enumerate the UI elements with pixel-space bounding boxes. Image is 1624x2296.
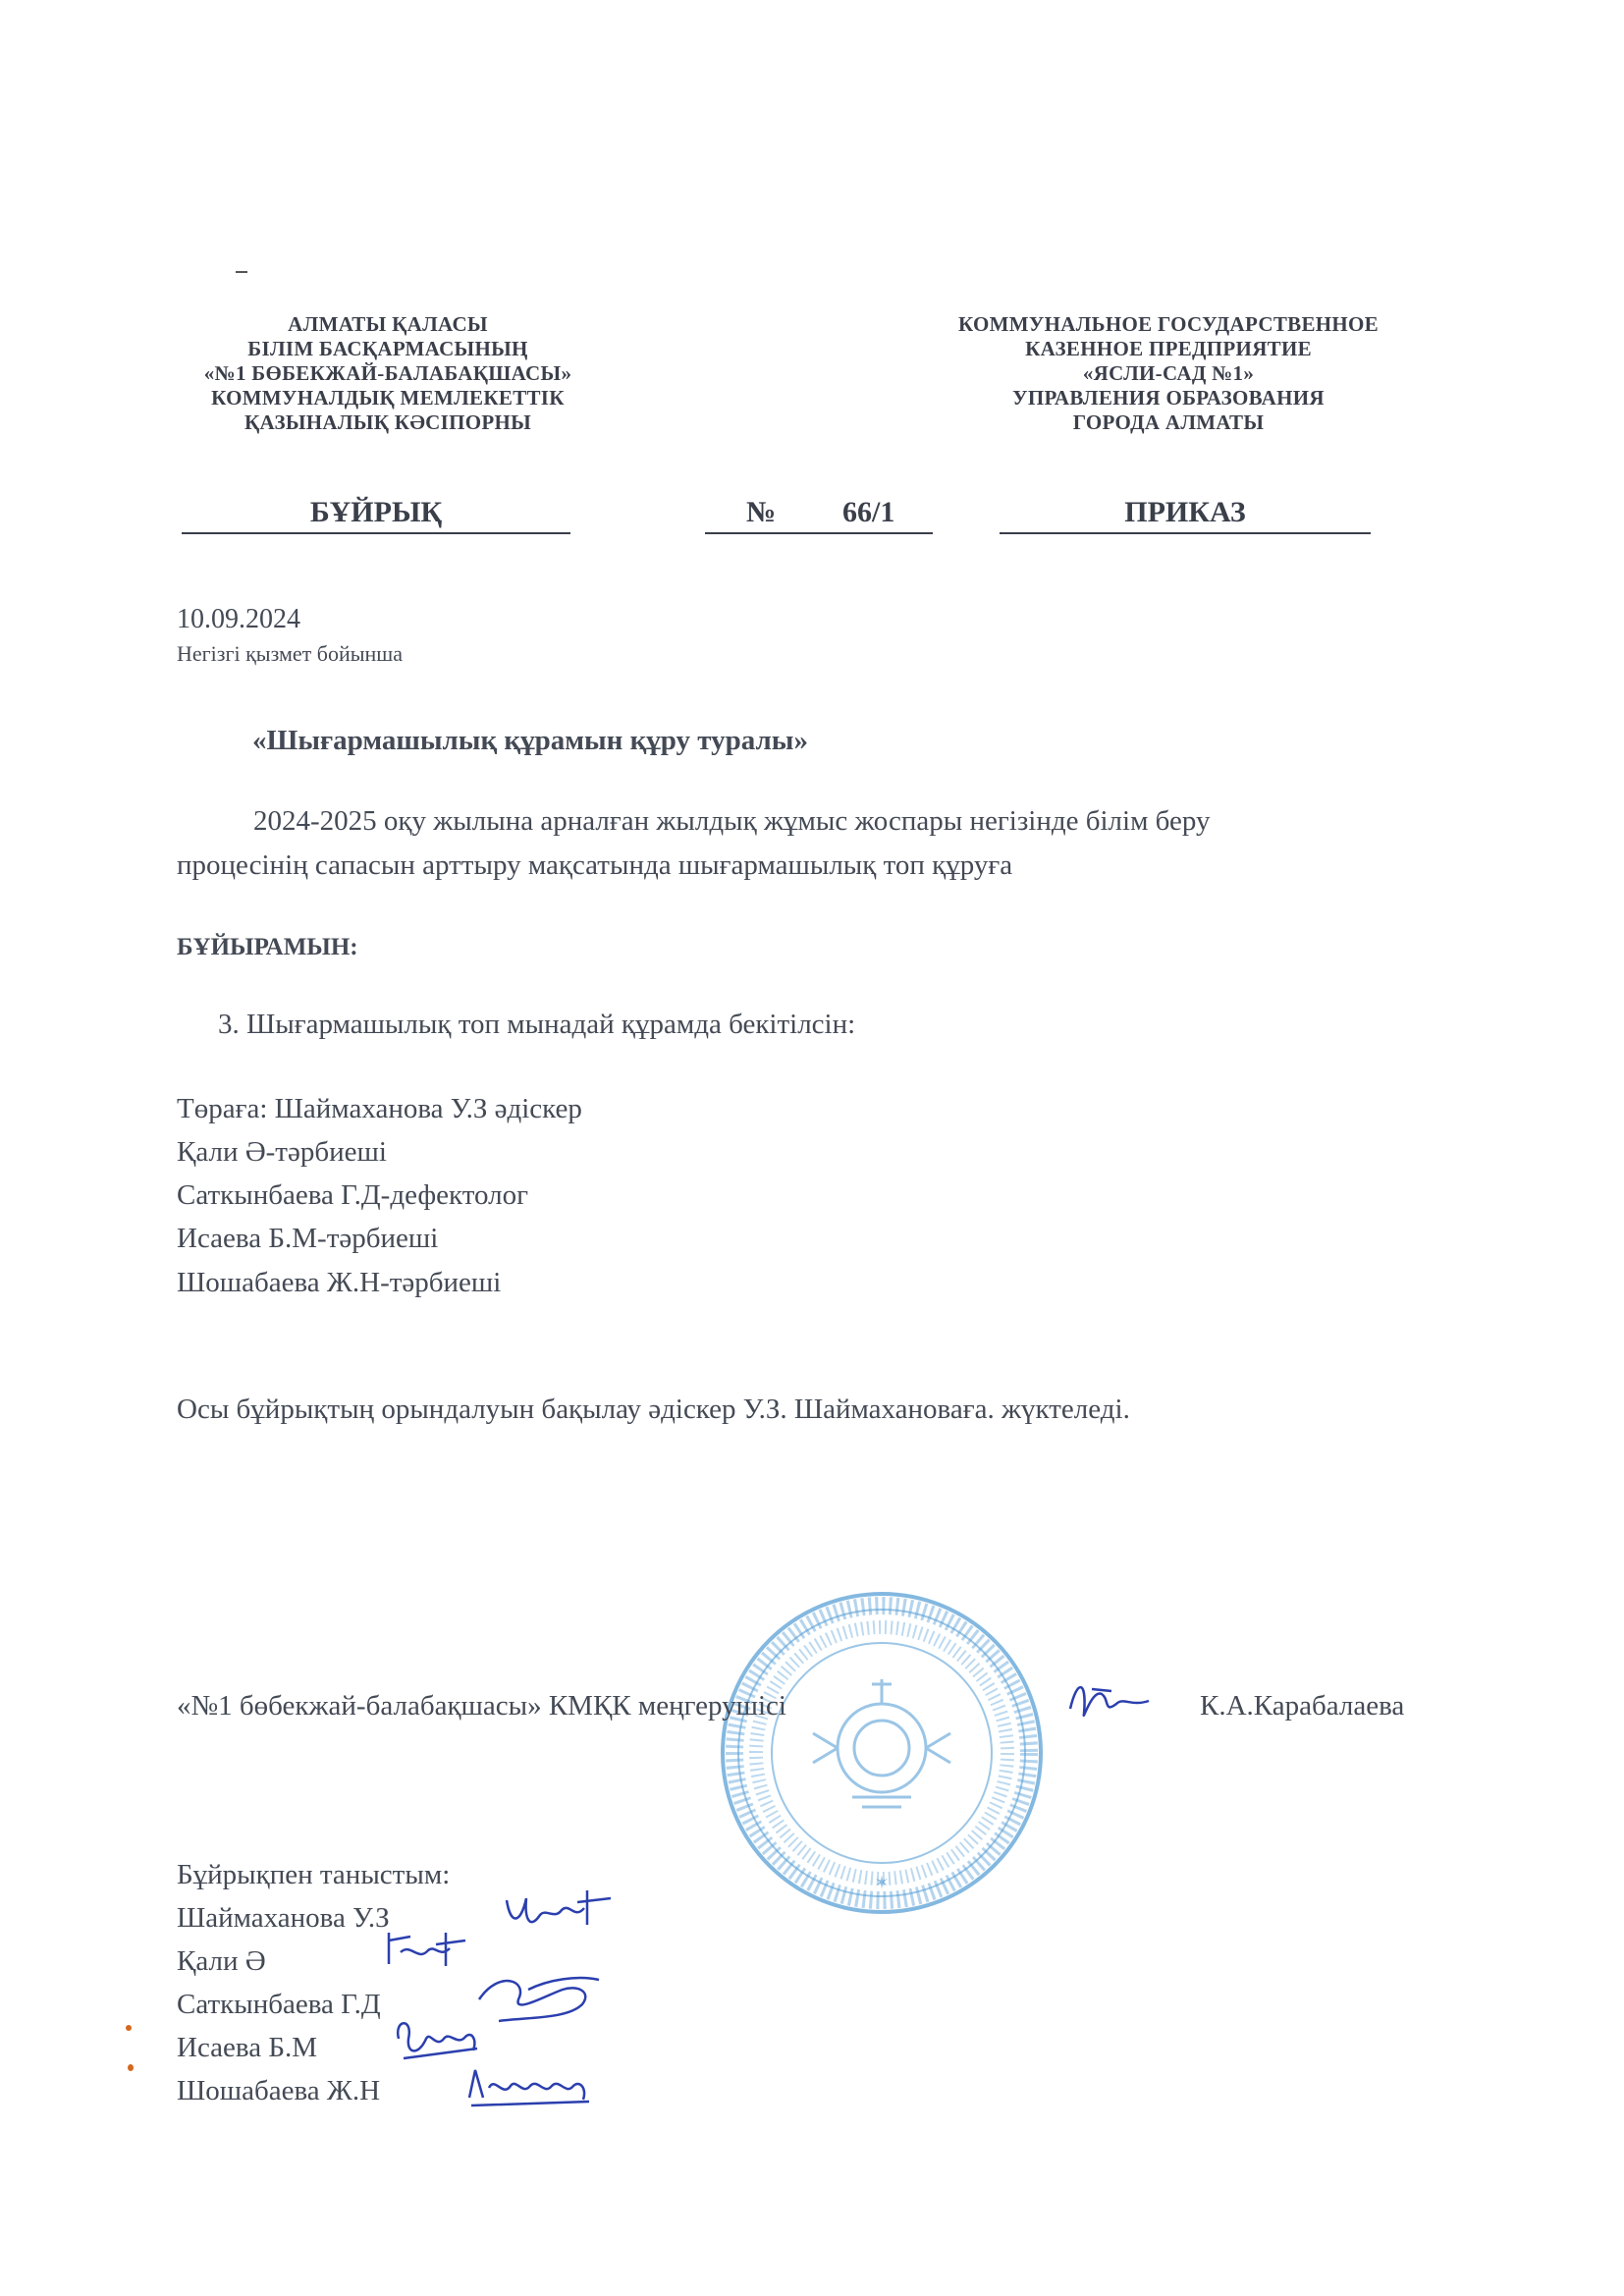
header-kz-line: «№1 БӨБЕКЖАЙ-БАЛАБАҚШАСЫ» xyxy=(203,361,572,385)
header-ru xyxy=(893,312,1443,435)
state-emblem-icon xyxy=(813,1679,950,1807)
member-line: Төраға: Шаймаханова У.З әдіскер xyxy=(177,1093,582,1124)
preamble-line: 2024-2025 оқу жылына арналған жылдық жұмыс жоспары негізінде білім беру xyxy=(253,805,1211,837)
official-stamp xyxy=(715,1586,1049,1920)
member-line: Шошабаева Ж.Н-тәрбиеші xyxy=(177,1267,502,1298)
preamble-line: процесінің сапасын арттыру мақсатында шығармашылық топ құруға xyxy=(177,849,1013,881)
header-kz-line: КОММУНАЛДЫҚ МЕМЛЕКЕТТІК xyxy=(211,386,565,410)
order-title-ru xyxy=(1000,493,1371,534)
signature-shaimakhanova xyxy=(501,1881,619,1940)
scan-mark xyxy=(128,2064,134,2071)
order-item: 3. Шығармашылық топ мынадай құрамда бекітілсін: xyxy=(218,1009,856,1040)
order-number-value: 66/1 xyxy=(842,496,895,528)
signature-kali xyxy=(381,1923,469,1977)
director-signature xyxy=(1062,1669,1156,1728)
control-line: Осы бұйрықтың орындалуын бақылау әдіскер У.З. Шаймахановаға. жүктеледі. xyxy=(177,1394,1130,1425)
header-kz xyxy=(147,312,628,435)
order-date: 10.09.2024 xyxy=(177,604,300,634)
order-number xyxy=(705,493,933,534)
member-line: Саткынбаева Г.Д-дефектолог xyxy=(177,1179,528,1211)
header-kz-line: АЛМАТЫ ҚАЛАСЫ xyxy=(288,312,488,336)
header-ru-line: ГОРОДА АЛМАТЫ xyxy=(1072,410,1265,434)
acquainted-name: Шаймаханова У.З xyxy=(177,1902,390,1934)
signature-shoshabaeva xyxy=(461,2058,599,2117)
scan-mark xyxy=(236,271,247,273)
header-ru-line: «ЯСЛИ-САД №1» xyxy=(1082,361,1255,385)
signature-name: К.А.Карабалаева xyxy=(1200,1690,1405,1722)
acquainted-title: Бұйрықпен таныстым: xyxy=(177,1859,451,1890)
scan-mark xyxy=(126,2025,132,2031)
member-line: Исаева Б.М-тәрбиеші xyxy=(177,1223,439,1254)
acquainted-name: Исаева Б.М xyxy=(177,2032,318,2063)
acquainted-name: Саткынбаева Г.Д xyxy=(177,1989,381,2020)
order-number-sign: № xyxy=(746,496,777,528)
order-word: БҰЙЫРАМЫН: xyxy=(177,934,358,960)
header-kz-line: ҚАЗЫНАЛЫҚ КӘСІПОРНЫ xyxy=(244,410,532,434)
order-subject: «Шығармашылық құрамын құру туралы» xyxy=(252,725,808,756)
order-title-kz xyxy=(182,493,570,534)
order-title-kz-text: БҰЙРЫҚ xyxy=(309,496,443,528)
header-ru-line: КОММУНАЛЬНОЕ ГОСУДАРСТВЕННОЕ xyxy=(958,312,1379,336)
header-kz-line: БІЛІМ БАСҚАРМАСЫНЫҢ xyxy=(247,337,528,360)
order-title-ru-text: ПРИКАЗ xyxy=(1124,496,1246,528)
order-category: Негізгі қызмет бойынша xyxy=(177,641,403,666)
svg-text:✶: ✶ xyxy=(874,1873,890,1893)
header-ru-line: КАЗЕННОЕ ПРЕДПРИЯТИЕ xyxy=(1025,337,1312,360)
acquainted-name: Қали Ә xyxy=(177,1945,266,1977)
member-line: Қали Ә-тәрбиеші xyxy=(177,1136,387,1168)
header-ru-line: УПРАВЛЕНИЯ ОБРАЗОВАНИЯ xyxy=(1012,386,1325,410)
signature-satkynbaeva xyxy=(469,1960,607,2029)
acquainted-name: Шошабаева Ж.Н xyxy=(177,2075,381,2106)
signature-position: «№1 бөбекжай-балабақшасы» КМҚК меңгерушісі xyxy=(177,1690,786,1722)
